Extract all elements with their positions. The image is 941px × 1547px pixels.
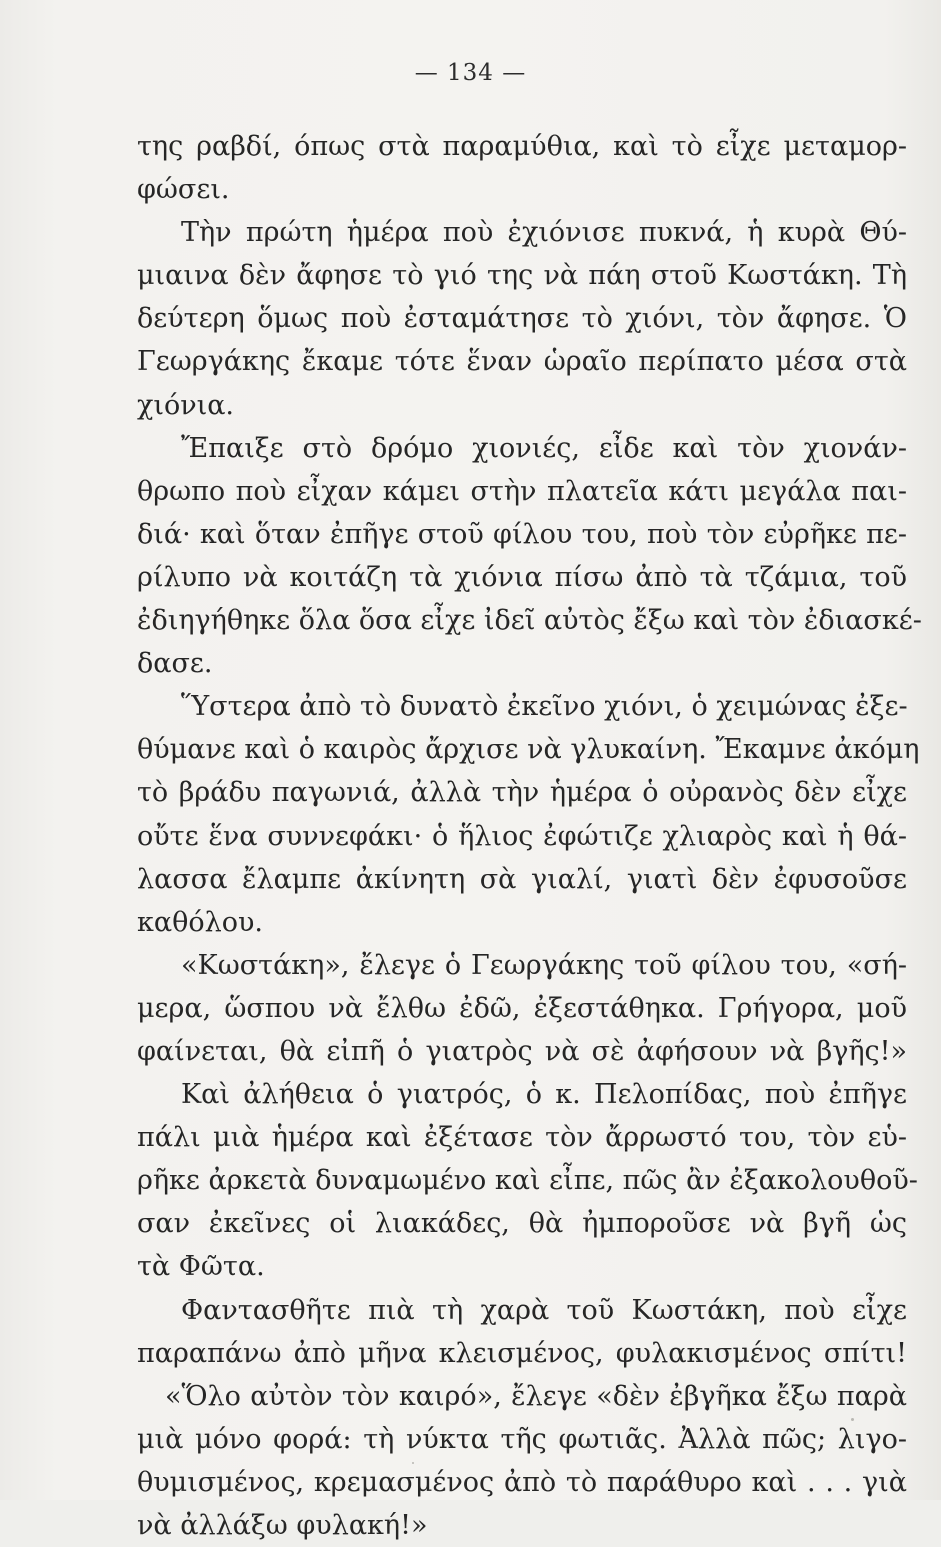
text-line: χιόνια. <box>137 389 235 421</box>
text-line: της ραβδί, όπως στὰ παραμύθια, καὶ τὸ εἶχε μεταμορ- <box>137 131 907 162</box>
text-line: καθόλου. <box>137 906 263 938</box>
text-line: παραπάνω ἀπὸ μῆνα κλεισμένος, φυλακισμένος σπίτι! <box>137 1337 907 1369</box>
text-line: φώσει. <box>137 174 230 206</box>
text-line: δασε. <box>137 648 213 680</box>
text-line: Καὶ ἀλήθεια ὁ γιατρός, ὁ κ. Πελοπίδας, ποὺ ἐπῆγε <box>181 1079 907 1111</box>
text-line: μιαινα δὲν ἄφησε τὸ γιό της νὰ πάη στοῦ Κωστάκη. Τὴ <box>137 260 907 292</box>
text-line: οὔτε ἕνα συννεφάκι· ὁ ἥλιος ἐφώτιζε χλιαρὸς καὶ ἡ θά- <box>137 820 907 852</box>
text-line: ρίλυπο νὰ κοιτάζη τὰ χιόνια πίσω ἀπὸ τὰ τζάμια, τοῦ <box>137 561 907 593</box>
text-line: ρῆκε ἀρκετὰ δυναμωμένο καὶ εἶπε, πῶς ἂν ἐξακολουθοῦ- <box>137 1165 918 1197</box>
text-line: πάλι μιὰ ἡμέρα καὶ ἐξέτασε τὸν ἄρρωστό του, τὸν εὑ- <box>137 1122 907 1154</box>
text-line: δεύτερη ὅμως ποὺ ἐσταμάτησε τὸ χιόνι, τὸν ἄφησε. Ὁ <box>137 303 907 335</box>
paper-speck <box>412 1462 414 1464</box>
text-line: Ὕστερα ἀπὸ τὸ δυνατὸ ἐκεῖνο χιόνι, ὁ χειμώνας ἐξε- <box>181 691 908 723</box>
text-line: Ἔπαιξε στὸ δρόμο χιονιές, εἶδε καὶ τὸν χιονάν- <box>181 432 907 464</box>
text-line: τὸ βράδυ παγωνιά, ἀλλὰ τὴν ἡμέρα ὁ οὐρανὸς δὲν εἶχε <box>137 777 907 809</box>
text-line: λασσα ἔλαμπε ἀκίνητη σὰ γιαλί, γιατὶ δὲν ἐφυσοῦσε <box>137 863 907 895</box>
text-line: «Ὅλο αὐτὸν τὸν καιρό», ἔλεγε «δὲν ἐβγῆκα ἔξω παρὰ <box>165 1380 907 1412</box>
text-line: «Κωστάκη», ἔλεγε ὁ Γεωργάκης τοῦ φίλου του, «σή- <box>181 949 907 981</box>
text-line: θρωπο ποὺ εἶχαν κάμει στὴν πλατεῖα κάτι μεγάλα παι- <box>137 475 907 507</box>
text-line: Φαντασθῆτε πιὰ τὴ χαρὰ τοῦ Κωστάκη, ποὺ εἶχε <box>181 1294 907 1326</box>
text-line: θύμανε καὶ ὁ καιρὸς ἄρχισε νὰ γλυκαίνη. Ἔκαμνε ἀκόμη <box>137 734 920 766</box>
text-line: διά· καὶ ὅταν ἐπῆγε στοῦ φίλου του, ποὺ τὸν εὐρῆκε πε- <box>137 518 907 550</box>
text-line: θυμισμένος, κρεμασμένος ἀπὸ τὸ παράθυρο καὶ . . . γιὰ <box>137 1466 907 1498</box>
text-line: τὰ Φῶτα. <box>137 1251 265 1283</box>
text-line: σαν ἐκεῖνες οἱ λιακάδες, θὰ ἠμποροῦσε νὰ βγῆ ὡς <box>137 1208 907 1240</box>
paper-speck <box>851 1418 854 1421</box>
text-line: νὰ ἀλλάξω φυλακή!» <box>137 1510 428 1541</box>
body-text <box>137 125 922 1547</box>
text-line: Τὴν πρώτη ἡμέρα ποὺ ἐχιόνισε πυκνά, ἡ κυρὰ Θύ- <box>181 217 907 249</box>
page-number: — 134 — <box>414 60 527 86</box>
text-line: Γεωργάκης ἔκαμε τότε ἕναν ὡραῖο περίπατο μέσα στὰ <box>137 346 907 378</box>
text-line: ἐδιηγήθηκε ὅλα ὅσα εἶχε ἰδεῖ αὐτὸς ἔξω καὶ τὸν ἐδιασκέ- <box>137 605 922 637</box>
text-line: φαίνεται, θὰ εἰπῆ ὁ γιατρὸς νὰ σὲ ἀφήσουν νὰ βγῆς!» <box>137 1035 907 1067</box>
text-line: μιὰ μόνο φορά: τὴ νύκτα τῆς φωτιᾶς. Ἀλλὰ πῶς; λιγο- <box>137 1423 907 1455</box>
text-line: μερα, ὥσπου νὰ ἔλθω ἐδῶ, ἐξεστάθηκα. Γρήγορα, μοῦ <box>137 992 907 1024</box>
